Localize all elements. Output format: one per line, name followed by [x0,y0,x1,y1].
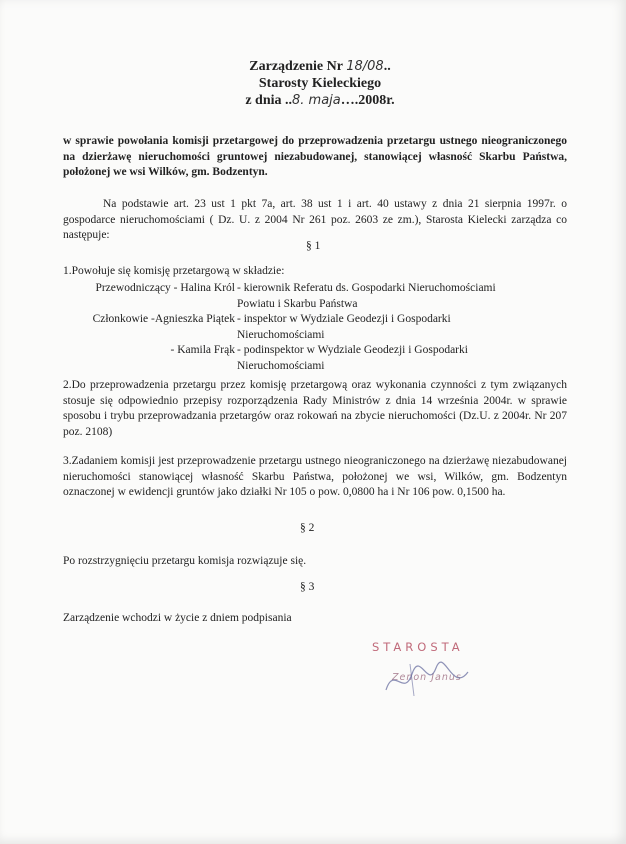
signature-scrawl [382,660,472,700]
committee-member [63,312,537,343]
member-name: - Kamila Frąk [170,344,235,356]
point-3: 3.Zadaniem komisji jest przeprowadzenie przetargu ustnego nieograniczonego na dzierżawę niezabudowanej nieruchomości stanowiącej własność Skarbu Państwa, położonej we wsi, Wilków, gm. Bodzentyn oznaczonej w ewidencji gruntów jako działki Nr 105 o pow. 0,0800 ha i Nr 106 pow. 0,1500 ha. [63,455,567,498]
date-suffix: ….2008r. [340,93,395,108]
legal-basis-text: Na podstawie art. 23 ust 1 pkt 7a, art. 38 ust 1 i art. 40 ustawy z dnia 21 sierpnia 1997r. o gospodarce nieruchomościami ( Dz. U. z 2004 Nr 261 poz. 2603 ze zm.), Starosta Kielecki zarządza co następuje: [63,198,567,241]
stamp-name: Zenon Janus [392,672,462,683]
member-name: Przewodniczący - Halina Król [95,282,235,294]
member-role: - kierownik Referatu ds. Gospodarki Nieruchomościami Powiatu i Skarbu Państwa [237,282,496,310]
member-name: Członkowie -Agnieszka Piątek [92,313,235,325]
date-line [200,92,440,109]
section-2-text: Po rozstrzygnięciu przetargu komisja rozwiązuje się. [63,555,307,567]
committee-member [63,343,537,374]
member-role: - inspektor w Wydziale Geodezji i Gospodarki Nieruchomościami [237,313,451,341]
section-2-heading: § 2 [300,522,315,534]
legal-basis [63,197,567,244]
issuer-line: Starosty Kieleckiego [258,76,382,91]
document-header [200,58,440,109]
section-1-heading: § 1 [306,240,321,252]
subject-paragraph: w sprawie powołania komisji przetargowej do przeprowadzenia przetargu ustnego nieograniczonego na dzierżawę nieruchomości gruntowej niezabudowanej, stanowiącej własność Skarbu Państwa, położonej we wsi Wilków, gm. Bodzentyn. [63,135,567,178]
point-1-intro: 1.Powołuje się komisję przetargową w składzie: [63,265,285,277]
stamp-title: STAROSTA [372,640,464,654]
ordinance-suffix: .. [383,59,391,74]
ordinance-number-line [200,58,440,75]
date-prefix: z dnia .. [245,93,292,108]
section-3-heading: § 3 [300,581,315,593]
signature-stamp [372,640,482,683]
committee-member [63,281,537,312]
section-3-text: Zarządzenie wchodzi w życie z dniem podpisania [63,612,292,624]
committee-list [63,281,537,374]
ordinance-label: Zarządzenie Nr [249,59,347,74]
ordinance-number: 18/08 [346,59,384,74]
point-2: 2.Do przeprowadzenia przetargu przez komisję przetargową oraz wykonania czynności z tym związanych stosuje się odpowiednio przepisy rozporządzenia Rady Ministrów z dnia 14 września 2004r. w sprawie sposobu i trybu przeprowadzania przetargów oraz rokowań na zbycie nieruchomości (Dz.U. z 2004r. Nr 207 poz. 2108) [63,379,567,438]
member-role: - podinspektor w Wydziale Geodezji i Gospodarki Nieruchomościami [237,344,468,372]
date-handwritten: 8. maja [292,93,341,108]
